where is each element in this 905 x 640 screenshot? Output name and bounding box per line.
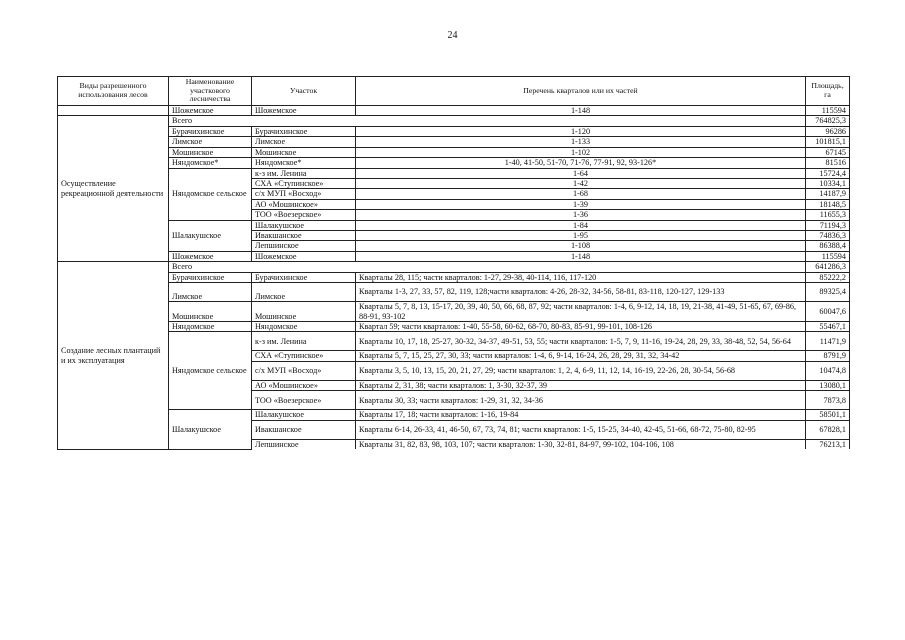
quarters-cell: 1-40, 41-50, 51-70, 71-76, 77-91, 92, 93-126* (356, 158, 806, 168)
table-row (58, 147, 850, 157)
plot-cell: Няндомское* (252, 158, 356, 168)
plot-cell: Шалакушское (252, 220, 356, 230)
quarters-cell: 1-39 (356, 199, 806, 209)
area-cell: 8791,9 (806, 351, 850, 361)
area-cell: 89325,4 (806, 283, 850, 302)
area-cell: 641286,3 (806, 262, 850, 272)
forestry-cell-shalakusha: Шалакушское (169, 220, 252, 251)
page-number: 24 (447, 30, 458, 41)
area-cell: 13080,1 (806, 380, 850, 390)
quarters-cell: 1-148 (356, 251, 806, 261)
area-cell: 11471,9 (806, 332, 850, 351)
quarters-cell: 1-95 (356, 231, 806, 241)
quarters-cell: Кварталы 28, 115; части кварталов: 1-27, 29-38, 40-114, 116, 117-120 (356, 272, 806, 282)
area-cell: 18148,5 (806, 199, 850, 209)
area-cell: 115594 (806, 251, 850, 261)
plot-cell: Бурачихинское (252, 272, 356, 282)
area-cell: 85222,2 (806, 272, 850, 282)
plot-cell: к-з им. Ленина (252, 168, 356, 178)
area-cell: 14187,9 (806, 189, 850, 199)
quarters-cell: Квартал 59; части кварталов: 1-40, 55-58, 60-62, 68-70, 80-83, 85-91, 99-101, 108-126 (356, 322, 806, 332)
plot-cell: Бурачихинское (252, 126, 356, 136)
plot-cell: Ивакшанское (252, 231, 356, 241)
plot-cell: Шалакушское (252, 410, 356, 420)
quarters-cell: Кварталы 30, 33; части кварталов: 1-29, 31, 32, 34-36 (356, 391, 806, 410)
plot-cell: Няндомское (252, 322, 356, 332)
quarters-cell: Кварталы 2, 31, 38; части кварталов: 1, 3-30, 32-37, 39 (356, 380, 806, 390)
quarters-cell: 1-42 (356, 178, 806, 188)
table-row (58, 158, 850, 168)
area-cell: 76213,1 (806, 439, 850, 449)
plot-cell: СХА «Ступинское» (252, 351, 356, 361)
table-row (58, 106, 850, 116)
area-cell: 81516 (806, 158, 850, 168)
forestry-cell: Няндомское (169, 322, 252, 332)
header-quarters: Перечень кварталов или их частей (356, 77, 806, 106)
table-row (58, 251, 850, 261)
plot-cell: СХА «Ступинское» (252, 178, 356, 188)
plot-cell: ТОО «Воезерское» (252, 210, 356, 220)
table-row (58, 116, 850, 126)
forestry-cell-shalakusha: Шалакушское (169, 410, 252, 450)
plot-cell: с/х МУП «Восход» (252, 189, 356, 199)
area-cell: 115594 (806, 106, 850, 116)
forestry-cell: Шожемское (169, 251, 252, 261)
forestry-cell-nyandoma-rural: Няндомское сельское (169, 332, 252, 410)
table-row (58, 262, 850, 272)
plot-cell: Лимское (252, 283, 356, 302)
area-cell: 7873,8 (806, 391, 850, 410)
quarters-cell: 1-36 (356, 210, 806, 220)
forestry-cell: Лимское (169, 137, 252, 147)
plot-cell: Шожемское (252, 106, 356, 116)
area-cell: 10474,8 (806, 361, 850, 380)
forestry-cell: Няндомское* (169, 158, 252, 168)
total-label: Всего (169, 116, 806, 126)
table-row (58, 283, 850, 302)
quarters-cell: Кварталы 10, 17, 18, 25-27, 30-32, 34-37, 49-51, 53, 55; части кварталов: 1-5, 7, 9, 11-16, 19-24, 28, 29, 33, 38-48, 52, 54, 56-64 (356, 332, 806, 351)
forestry-cell: Бурачихинское (169, 126, 252, 136)
plot-cell: к-з им. Ленина (252, 332, 356, 351)
header-row (58, 77, 850, 106)
forestry-cell: Бурачихинское (169, 272, 252, 282)
forestry-cell: Шожемское (169, 106, 252, 116)
area-cell: 86388,4 (806, 241, 850, 251)
plot-cell: Мошинское (252, 147, 356, 157)
table-row (58, 272, 850, 282)
quarters-cell: Кварталы 5, 7, 8, 13, 15-17, 20, 39, 40, 50, 66, 68, 87, 92; части кварталов: 1-4, 6, 9-12, 14, 18, 19, 21-38, 41-49, 51-65, 67, 69-86, 88-91, 93-102 (356, 302, 806, 322)
area-cell: 55467,1 (806, 322, 850, 332)
quarters-cell: 1-64 (356, 168, 806, 178)
plot-cell: Лимское (252, 137, 356, 147)
area-cell: 71194,3 (806, 220, 850, 230)
area-cell: 96286 (806, 126, 850, 136)
quarters-cell: Кварталы 31, 82, 83, 98, 103, 107; части кварталов: 1-30, 32-81, 84-97, 99-102, 104-106, 108 (356, 439, 806, 449)
table-row (58, 168, 850, 178)
table-row (58, 137, 850, 147)
header-area: Площадь, га (806, 77, 850, 106)
area-cell: 101815,1 (806, 137, 850, 147)
header-forestry: Наименование участкового лесничества (169, 77, 252, 106)
plot-cell: с/х МУП «Восход» (252, 361, 356, 380)
quarters-cell: Кварталы 5, 7, 15, 25, 27, 30, 33; части кварталов: 1-4, 6, 9-14, 16-24, 26, 28, 29, 31, 32, 34-42 (356, 351, 806, 361)
table-row (58, 126, 850, 136)
table-row (58, 410, 850, 420)
type-cell (58, 106, 169, 116)
area-cell: 67145 (806, 147, 850, 157)
area-cell: 60047,6 (806, 302, 850, 322)
quarters-cell: Кварталы 6-14, 26-33, 41, 46-50, 67, 73, 74, 81; части кварталов: 1-5, 15-25, 34-40, 42-45, 51-66, 68-72, 75-80, 82-95 (356, 420, 806, 439)
quarters-cell: 1-102 (356, 147, 806, 157)
header-plot: Участок (252, 77, 356, 106)
area-cell: 58501,1 (806, 410, 850, 420)
plot-cell: Шожемское (252, 251, 356, 261)
table-row (58, 322, 850, 332)
plot-cell: Ивакшанское (252, 420, 356, 439)
quarters-cell: Кварталы 17, 18; части кварталов: 1-16, 19-84 (356, 410, 806, 420)
plot-cell: Мошинское (252, 302, 356, 322)
area-cell: 67828,1 (806, 420, 850, 439)
use-type-recreation: Осуществление рекреационной деятельности (58, 116, 169, 262)
forestry-cell: Мошинское (169, 147, 252, 157)
use-type-plantations: Создание лесных плантаций и их эксплуатация (58, 262, 169, 450)
quarters-cell: 1-120 (356, 126, 806, 136)
quarters-cell: 1-148 (356, 106, 806, 116)
forestry-cell: Мошинское (169, 302, 252, 322)
header-type: Виды разрешенного использования лесов (58, 77, 169, 106)
quarters-cell: 1-133 (356, 137, 806, 147)
area-cell: 74836,3 (806, 231, 850, 241)
area-cell: 764825,3 (806, 116, 850, 126)
forest-use-table (57, 76, 850, 450)
table-row (58, 332, 850, 351)
plot-cell: Лепшинское (252, 241, 356, 251)
quarters-cell: Кварталы 1-3, 27, 33, 57, 82, 119, 128;части кварталов: 4-26, 28-32, 34-56, 58-81, 83-118, 120-127, 129-133 (356, 283, 806, 302)
area-cell: 10334,1 (806, 178, 850, 188)
plot-cell: АО «Мошинское» (252, 380, 356, 390)
quarters-cell: 1-68 (356, 189, 806, 199)
quarters-cell: Кварталы 3, 5, 10, 13, 15, 20, 21, 27, 29; части кварталов: 1, 2, 4, 6-9, 11, 12, 14, 16-19, 22-26, 28, 30-54, 56-68 (356, 361, 806, 380)
quarters-cell: 1-108 (356, 241, 806, 251)
plot-cell: Лепшинское (252, 439, 356, 449)
area-cell: 15724,4 (806, 168, 850, 178)
table-row (58, 220, 850, 230)
forestry-cell: Лимское (169, 283, 252, 302)
plot-cell: ТОО «Воезерское» (252, 391, 356, 410)
table-row (58, 302, 850, 322)
total-label: Всего (169, 262, 806, 272)
forestry-cell-nyandoma-rural: Няндомское сельское (169, 168, 252, 220)
quarters-cell: 1-84 (356, 220, 806, 230)
plot-cell: АО «Мошинское» (252, 199, 356, 209)
area-cell: 11655,3 (806, 210, 850, 220)
